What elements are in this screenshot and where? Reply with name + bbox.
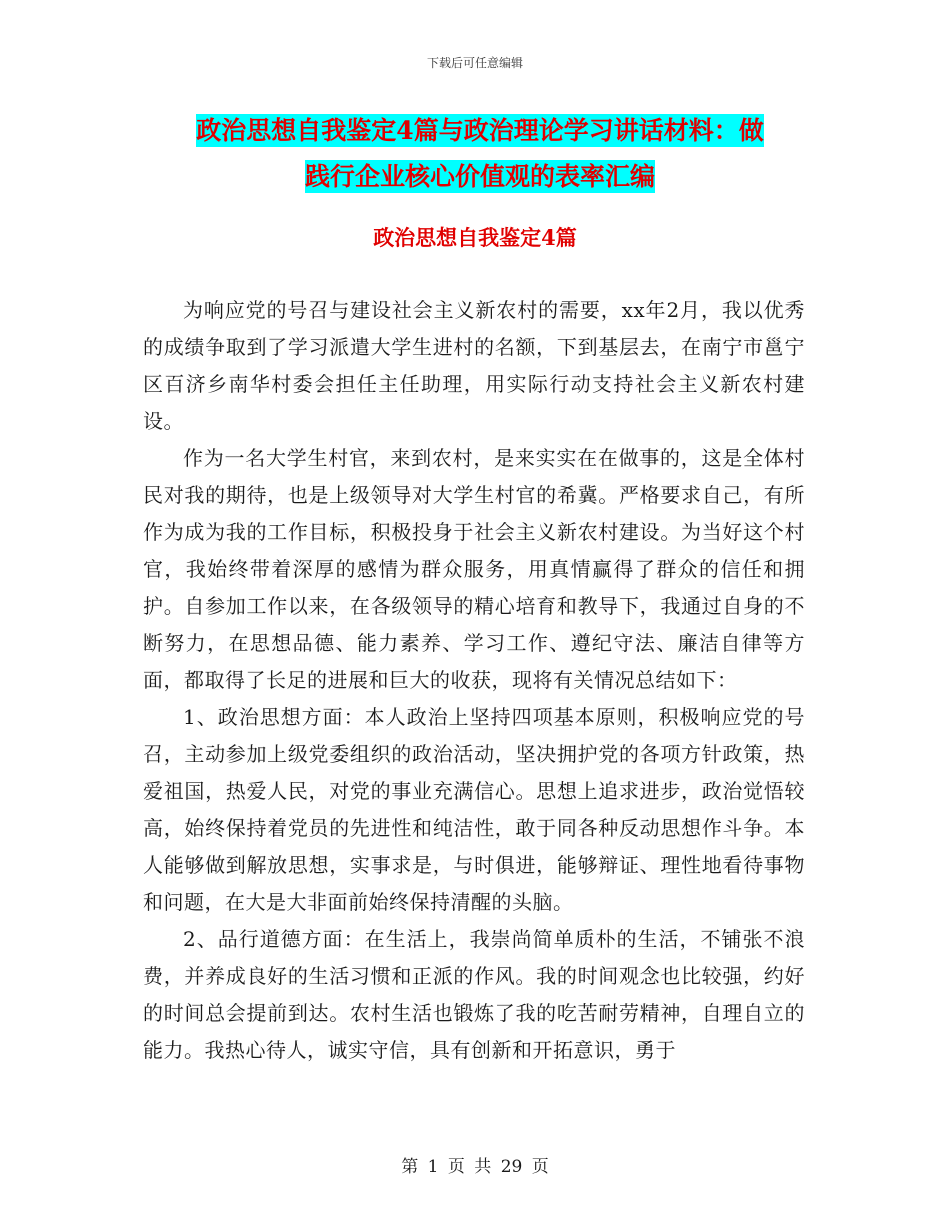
document-title xyxy=(150,108,810,200)
document-body xyxy=(143,292,805,1069)
document-title-line-2: 践行企业核心价值观的表率汇编 xyxy=(304,162,655,191)
section-title: 政治思想自我鉴定4篇 xyxy=(373,225,577,250)
body-paragraph: 作为一名大学生村官，来到农村，是来实实在在做事的，这是全体村民对我的期待，也是上级领导对大学生村官的希冀。严格要求自己，有所作为成为我的工作目标，积极投身于社会主义新农村建设。为当好这个村官，我始终带着深厚的感情为群众服务，用真情赢得了群众的信任和拥护。自参加工作以来，在各级领导的精心培育和教导下，我通过自身的不断努力，在思想品德、能力素养、学习工作、遵纪守法、廉洁自律等方面，都取得了长足的进展和巨大的收获，现将有关情况总结如下： xyxy=(143,446,805,692)
page-header-note: 下载后可任意编辑 xyxy=(426,56,523,70)
body-paragraph: 1、政治思想方面：本人政治上坚持四项基本原则，积极响应党的号召，主动参加上级党委组织的政治活动，坚决拥护党的各项方针政策，热爱祖国，热爱人民，对党的事业充满信心。思想上追求进步，政治觉悟较高，始终保持着党员的先进性和纯洁性，敢于同各种反动思想作斗争。本人能够做到解放思想，实事求是，与时俱进，能够辩证、理性地看待事物和问题，在大是大非面前始终保持清醒的头脑。 xyxy=(143,705,805,914)
body-paragraph: 为响应党的号召与建设社会主义新农村的需要，xx年2月，我以优秀的成绩争取到了学习派遣大学生进村的名额，下到基层去，在南宁市邕宁区百济乡南华村委会担任主任助理，用实际行动支持社会主义新农村建设。 xyxy=(143,298,805,433)
page-number-footer: 第 1 页 共 29 页 xyxy=(401,1157,549,1177)
body-paragraph: 2、品行道德方面：在生活上，我崇尚简单质朴的生活，不铺张不浪费，并养成良好的生活习惯和正派的作风。我的时间观念也比较强，约好的时间总会提前到达。农村生活也锻炼了我的吃苦耐劳精神，自理自立的能力。我热心待人，诚实守信，具有创新和开拓意识，勇于 xyxy=(143,927,805,1062)
document-title-line-1: 政治思想自我鉴定4篇与政治理论学习讲话材料：做 xyxy=(196,116,764,145)
